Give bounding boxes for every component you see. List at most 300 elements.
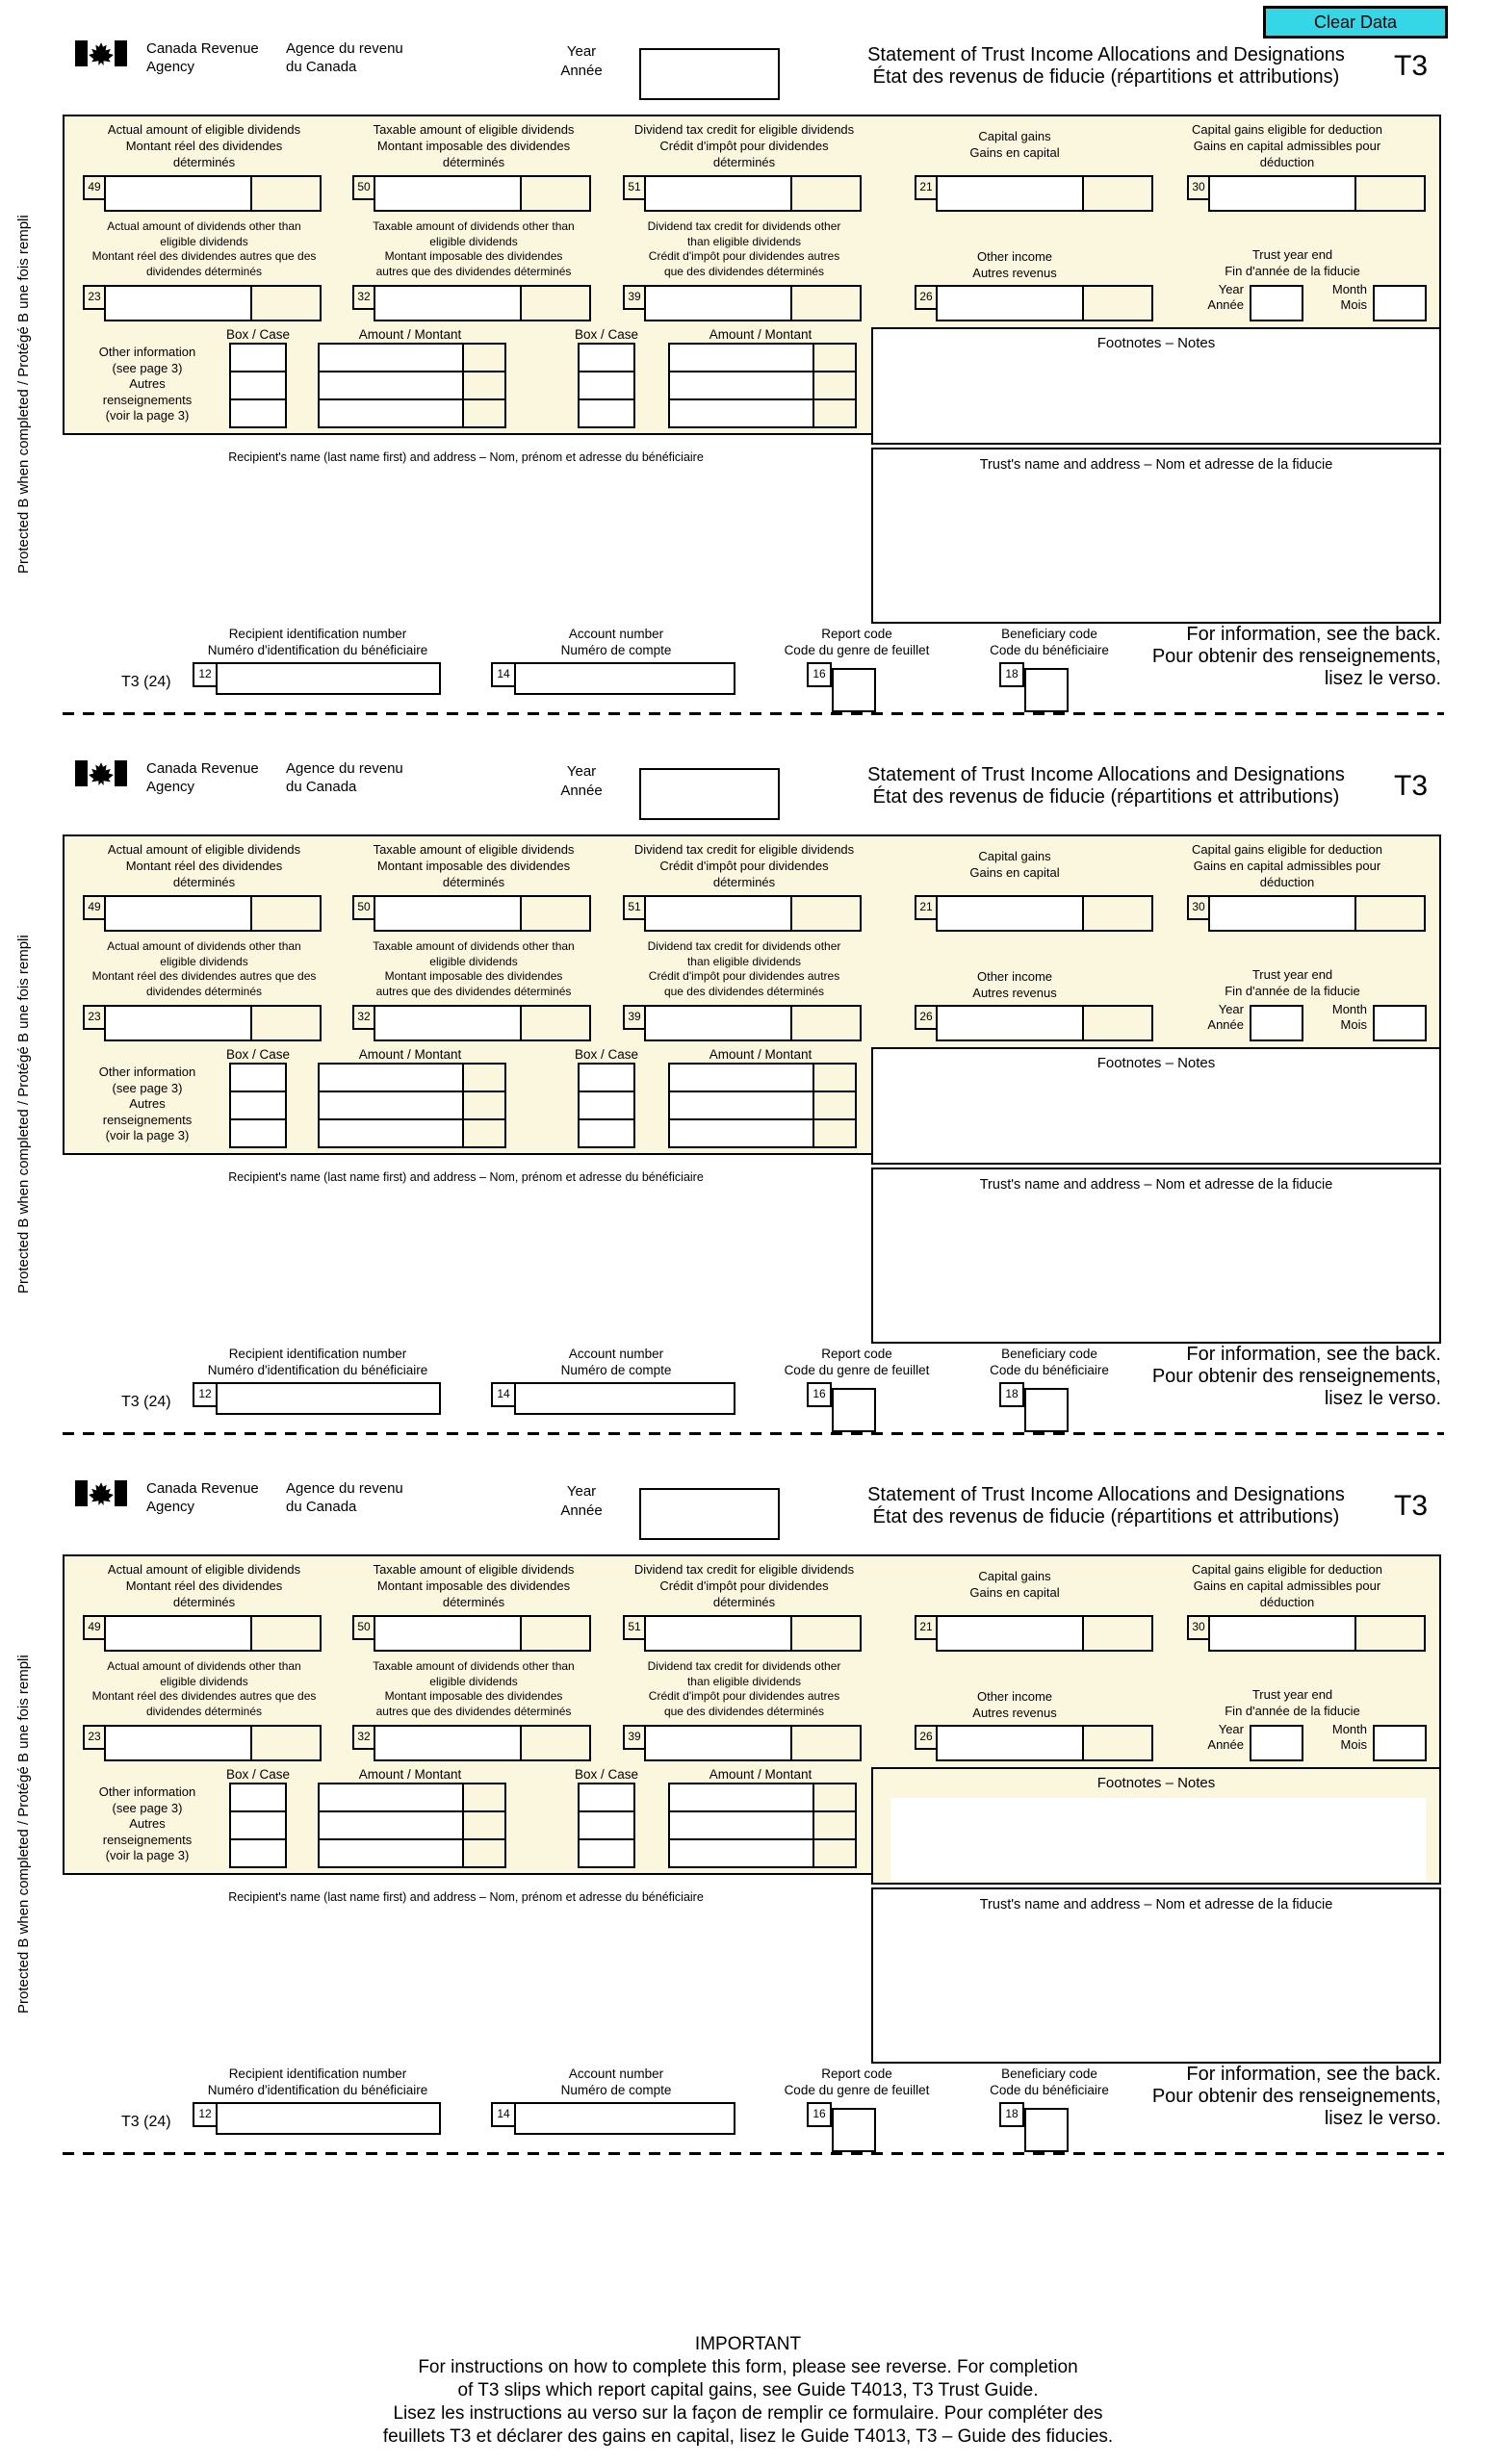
label-line: Gains en capital admissibles pour xyxy=(1193,859,1381,873)
recipient-id-label xyxy=(178,626,457,658)
amount-input[interactable] xyxy=(668,1063,814,1092)
field-32-cents xyxy=(520,1725,591,1761)
field-21-cents xyxy=(1082,895,1153,932)
agency-line: Agence du revenu xyxy=(286,1480,403,1497)
label-line: Autres revenus xyxy=(972,1706,1057,1720)
important-title: IMPORTANT xyxy=(694,2334,802,2354)
field-23-cents xyxy=(250,1005,322,1041)
field-51-label xyxy=(613,121,875,170)
label-line: Gains en capital xyxy=(969,145,1060,160)
amount-input[interactable] xyxy=(668,1838,814,1868)
footnotes-box xyxy=(871,1767,1441,1885)
amount-cents xyxy=(462,1810,506,1840)
label-line: Numéro de compte xyxy=(560,643,672,657)
recipient-name-address-area[interactable] xyxy=(63,1157,869,1344)
label-line: Numéro d'identification du bénéficiaire xyxy=(207,2083,428,2097)
field-39-label xyxy=(613,219,875,279)
report-code-input[interactable] xyxy=(832,2108,876,2152)
form-version: T3 (24) xyxy=(121,1394,171,1410)
label-line: Other information xyxy=(98,1784,196,1799)
label-line: Report code xyxy=(821,2066,892,2081)
box-case-input[interactable] xyxy=(578,398,635,428)
footnotes-label: Footnotes – Notes xyxy=(1096,335,1216,351)
field-50-input[interactable] xyxy=(374,895,522,932)
recipient-id-input[interactable] xyxy=(216,1382,441,1415)
amount-input[interactable] xyxy=(668,1783,814,1812)
amount-input[interactable] xyxy=(318,1810,464,1840)
other-info-amount-column-2 xyxy=(668,1783,857,1870)
report-code-input[interactable] xyxy=(832,668,876,712)
label-line: Year xyxy=(1218,282,1244,296)
box-case-input[interactable] xyxy=(578,1091,635,1120)
report-code-label xyxy=(770,2066,943,2098)
box-number-tab-18: 18 xyxy=(999,2102,1024,2127)
field-30 xyxy=(1187,175,1426,212)
amount-header: Amount / Montant xyxy=(358,1767,462,1782)
field-49-input[interactable] xyxy=(104,895,252,932)
box-number-tab-12: 12 xyxy=(193,1382,218,1407)
trust-name-address-area[interactable] xyxy=(871,1887,1441,2064)
amount-input[interactable] xyxy=(668,398,814,428)
box-number-tab-12: 12 xyxy=(193,662,218,687)
field-30-input[interactable] xyxy=(1208,895,1356,932)
field-50-cents xyxy=(520,175,591,212)
box-number-tab-14: 14 xyxy=(491,1382,516,1407)
note-line: Pour obtenir des renseignements, xyxy=(1151,1366,1441,1387)
amount-cents xyxy=(462,343,506,372)
form-title xyxy=(824,44,1388,89)
amount-cents xyxy=(812,1091,857,1120)
label-line: Gains en capital admissibles pour xyxy=(1193,139,1381,153)
other-info-box-case-column-2 xyxy=(578,1063,635,1150)
recipient-name-address-area[interactable] xyxy=(63,437,869,624)
label-line: Actual amount of eligible dividends xyxy=(107,1562,301,1577)
label-line: Montant réel des dividendes autres que des xyxy=(91,1689,317,1703)
field-32-input[interactable] xyxy=(374,285,522,321)
label-line: Report code xyxy=(821,627,892,641)
amount-input[interactable] xyxy=(668,371,814,400)
box-case-input[interactable] xyxy=(578,371,635,400)
label-line: déterminés xyxy=(442,155,505,169)
box-case-input[interactable] xyxy=(578,1810,635,1840)
field-39-input[interactable] xyxy=(644,285,792,321)
amount-cents xyxy=(812,1118,857,1148)
label-line: Crédit d'impôt pour dividendes autres xyxy=(648,249,840,263)
agency-line: Agency xyxy=(146,1499,195,1515)
label-line: Montant imposable des dividendes xyxy=(384,249,563,263)
label-line: than eligible dividends xyxy=(686,954,802,968)
other-info-amount-column-1 xyxy=(318,1063,506,1150)
amount-input[interactable] xyxy=(668,1810,814,1840)
clear-data-button[interactable]: Clear Data xyxy=(1263,6,1448,38)
label-line: Montant réel des dividendes xyxy=(125,859,283,873)
flag-bar-right xyxy=(115,760,127,786)
footer-line: For instructions on how to complete this form, please see reverse. For completion xyxy=(418,2357,1078,2377)
label-line: Account number xyxy=(568,627,664,641)
t3-slip-2 xyxy=(0,720,1496,1440)
recipient-id-input[interactable] xyxy=(216,2102,441,2135)
field-26-input[interactable] xyxy=(936,1725,1084,1761)
amount-input[interactable] xyxy=(318,343,464,372)
field-21-input[interactable] xyxy=(936,175,1084,212)
agency-name-fr xyxy=(286,759,403,796)
field-49-label xyxy=(73,121,335,170)
field-32-input[interactable] xyxy=(374,1725,522,1761)
form-version: T3 (24) xyxy=(121,2114,171,2130)
field-26-input[interactable] xyxy=(936,285,1084,321)
label-line: Account number xyxy=(568,1347,664,1361)
field-50-input[interactable] xyxy=(374,175,522,212)
year-label-fr: Année xyxy=(560,1502,603,1519)
label-line: que des dividendes déterminés xyxy=(663,1704,825,1718)
recipient-name-address-label: Recipient's name (last name first) and address – Nom, prénom et adresse du bénéficiaire xyxy=(228,1890,704,1904)
form-title-en: Statement of Trust Income Allocations and Designations xyxy=(867,764,1345,785)
label-line: Numéro d'identification du bénéficiaire xyxy=(207,1363,428,1377)
box-number-tab-39: 39 xyxy=(623,285,646,310)
label-line: Crédit d'impôt pour dividendes xyxy=(659,1578,829,1593)
label-line: (see page 3) xyxy=(112,1800,183,1815)
field-21-cents xyxy=(1082,1615,1153,1652)
field-23-input[interactable] xyxy=(104,1725,252,1761)
field-23-input[interactable] xyxy=(104,285,252,321)
form-title xyxy=(824,1484,1388,1528)
amount-cents xyxy=(812,1783,857,1812)
amount-cents xyxy=(462,371,506,400)
protected-b-note: Protected B when completed / Protégé B une fois rempli xyxy=(15,215,32,575)
field-21-label xyxy=(871,848,1158,881)
field-49-input[interactable] xyxy=(104,175,252,212)
form-version: T3 (24) xyxy=(121,674,171,690)
trust-year-end-label xyxy=(1144,246,1441,279)
field-50-cents xyxy=(520,895,591,932)
label-line: déduction xyxy=(1259,1595,1315,1609)
field-26-label xyxy=(871,968,1158,1001)
box-case-input[interactable] xyxy=(578,1118,635,1148)
label-line: Recipient identification number xyxy=(228,627,407,641)
field-23-label xyxy=(73,219,335,279)
field-30-cents xyxy=(1354,895,1426,932)
label-line: Année xyxy=(1207,1737,1244,1752)
agency-name-en xyxy=(146,759,259,796)
amount-input[interactable] xyxy=(318,371,464,400)
recipient-name-address-area[interactable] xyxy=(63,1877,869,2064)
label-line: Montant réel des dividendes xyxy=(125,139,283,153)
field-26 xyxy=(915,285,1153,321)
amount-cents xyxy=(462,1063,506,1092)
field-26-cents xyxy=(1082,285,1153,321)
box-case-input[interactable] xyxy=(229,1118,287,1148)
trust-name-address-area[interactable] xyxy=(871,448,1441,624)
label-line: Code du genre de feuillet xyxy=(784,2083,930,2097)
agency-name-en xyxy=(146,1479,259,1516)
footnotes-input[interactable] xyxy=(890,358,1426,441)
field-49-input[interactable] xyxy=(104,1615,252,1652)
label-line: Code du bénéficiaire xyxy=(990,1363,1109,1377)
recipient-id-input[interactable] xyxy=(216,662,441,695)
field-23 xyxy=(83,1005,322,1041)
field-23-label xyxy=(73,1659,335,1719)
label-line: Dividend tax credit for dividends other xyxy=(647,219,841,233)
amount-cents xyxy=(462,1118,506,1148)
box-case-input[interactable] xyxy=(578,343,635,372)
amount-header: Amount / Montant xyxy=(709,1047,812,1062)
other-info-box-case-column-1 xyxy=(229,1783,287,1870)
box-case-input[interactable] xyxy=(229,343,287,372)
recipient-name-address-label: Recipient's name (last name first) and address – Nom, prénom et adresse du bénéficiaire xyxy=(228,450,704,464)
box-case-input[interactable] xyxy=(578,1783,635,1812)
amount-input[interactable] xyxy=(668,1118,814,1148)
other-info-box-case-column-2 xyxy=(578,1783,635,1870)
field-51 xyxy=(623,895,862,932)
trust-year-end-year-label xyxy=(1151,282,1244,313)
field-49 xyxy=(83,175,322,212)
label-line: Fin d'année de la fiducie xyxy=(1225,1704,1360,1718)
agency-name-fr xyxy=(286,1479,403,1516)
box-case-input[interactable] xyxy=(229,1810,287,1840)
field-39-input[interactable] xyxy=(644,1005,792,1041)
footnotes-input[interactable] xyxy=(890,1798,1426,1881)
amount-cents xyxy=(462,1838,506,1868)
note-line: lisez le verso. xyxy=(1324,2108,1441,2129)
label-line: Year xyxy=(1218,1722,1244,1736)
trust-year-end-year-input[interactable] xyxy=(1250,285,1303,321)
account-number-input[interactable] xyxy=(514,1382,735,1415)
box-case-input[interactable] xyxy=(229,1838,287,1868)
label-line: que des dividendes déterminés xyxy=(663,984,825,998)
amount-input[interactable] xyxy=(318,1063,464,1092)
amount-cents xyxy=(812,1810,857,1840)
label-line: Actual amount of dividends other than xyxy=(107,939,301,953)
label-line: Capital gains eligible for deduction xyxy=(1191,842,1382,857)
account-number-input[interactable] xyxy=(514,2102,735,2135)
flag-bar-left xyxy=(75,760,88,786)
account-number-input[interactable] xyxy=(514,662,735,695)
field-51-label xyxy=(613,1561,875,1610)
trust-name-address-area[interactable] xyxy=(871,1168,1441,1344)
protected-b-note: Protected B when completed / Protégé B une fois rempli xyxy=(15,1655,32,2015)
cut-line xyxy=(63,712,1444,715)
form-title-en: Statement of Trust Income Allocations and Designations xyxy=(867,1484,1345,1505)
label-line: Taxable amount of dividends other than xyxy=(373,219,575,233)
other-information-label xyxy=(65,1065,229,1144)
agency-line: Canada Revenue xyxy=(146,40,259,57)
amount-header: Amount / Montant xyxy=(358,1047,462,1062)
trust-year-end-month-label xyxy=(1302,282,1367,313)
for-information-note xyxy=(963,1344,1441,1410)
trust-year-end-month-input[interactable] xyxy=(1373,285,1427,321)
year-label xyxy=(535,1482,628,1521)
field-30-input[interactable] xyxy=(1208,1615,1356,1652)
amount-cents xyxy=(812,371,857,400)
box-number-tab-21: 21 xyxy=(915,1615,938,1640)
label-line: Montant imposable des dividendes xyxy=(376,1578,571,1593)
field-32-label xyxy=(343,939,605,999)
label-line: Trust year end xyxy=(1251,1687,1333,1702)
label-line: déduction xyxy=(1259,875,1315,889)
label-line: Taxable amount of dividends other than xyxy=(373,939,575,953)
label-line: Capital gains eligible for deduction xyxy=(1191,122,1382,137)
box-number-tab-21: 21 xyxy=(915,175,938,200)
box-case-input[interactable] xyxy=(229,1063,287,1092)
account-number-label xyxy=(486,626,746,658)
amount-input[interactable] xyxy=(318,1838,464,1868)
year-label-en: Year xyxy=(566,1483,597,1500)
report-code-label xyxy=(770,1346,943,1378)
box-case-input[interactable] xyxy=(229,398,287,428)
form-title-fr: État des revenus de fiducie (répartitions et attributions) xyxy=(872,1506,1340,1527)
box-number-tab-16: 16 xyxy=(807,1382,832,1407)
agency-name-en xyxy=(146,39,259,76)
field-21 xyxy=(915,1615,1153,1652)
field-50 xyxy=(352,175,591,212)
box-number-tab-30: 30 xyxy=(1187,1615,1210,1640)
field-23-label xyxy=(73,939,335,999)
label-line: Gains en capital xyxy=(969,865,1060,880)
label-line: Taxable amount of dividends other than xyxy=(373,1659,575,1673)
label-line: déterminés xyxy=(712,155,776,169)
report-code-input[interactable] xyxy=(832,1388,876,1432)
trust-year-end-year-input[interactable] xyxy=(1250,1005,1303,1041)
box-number-tab-50: 50 xyxy=(352,895,375,920)
field-32-cents xyxy=(520,285,591,321)
field-51 xyxy=(623,175,862,212)
field-39-label xyxy=(613,939,875,999)
label-line: Montant imposable des dividendes xyxy=(384,969,563,983)
agency-line: Agency xyxy=(146,59,195,75)
year-input[interactable] xyxy=(639,1488,780,1540)
label-line: Autres xyxy=(129,1816,166,1831)
amount-cents xyxy=(812,343,857,372)
field-32-input[interactable] xyxy=(374,1005,522,1041)
footnotes-label: Footnotes – Notes xyxy=(1096,1775,1216,1791)
other-info-amount-column-1 xyxy=(318,1783,506,1870)
field-49-label xyxy=(73,1561,335,1610)
label-line: déterminés xyxy=(172,1595,236,1609)
flag-bar-left xyxy=(75,1480,88,1506)
note-line: Pour obtenir des renseignements, xyxy=(1151,2086,1441,2107)
trust-name-address-label: Trust's name and address – Nom et adresse de la fiducie xyxy=(979,1177,1333,1193)
box-number-tab-51: 51 xyxy=(623,175,646,200)
amount-input[interactable] xyxy=(668,343,814,372)
field-21-input[interactable] xyxy=(936,1615,1084,1652)
box-case-input[interactable] xyxy=(578,1063,635,1092)
label-line: Taxable amount of eligible dividends xyxy=(373,842,575,857)
label-line: Mois xyxy=(1340,297,1367,312)
label-line: Mois xyxy=(1340,1017,1367,1032)
field-39-cents xyxy=(790,1005,862,1041)
footnotes-input[interactable] xyxy=(890,1078,1426,1161)
field-30-label xyxy=(1144,121,1431,170)
box-case-header: Box / Case xyxy=(225,327,291,342)
amount-cents xyxy=(462,1783,506,1812)
agency-name-fr xyxy=(286,39,403,76)
account-number-label xyxy=(486,1346,746,1378)
label-line: Crédit d'impôt pour dividendes xyxy=(659,139,829,153)
box-number-tab-14: 14 xyxy=(491,2102,516,2127)
field-26-input[interactable] xyxy=(936,1005,1084,1041)
footnotes-box xyxy=(871,1047,1441,1165)
year-input[interactable] xyxy=(639,48,780,100)
field-51-input[interactable] xyxy=(644,175,792,212)
field-30 xyxy=(1187,895,1426,932)
field-21-label xyxy=(871,128,1158,161)
field-50-input[interactable] xyxy=(374,1615,522,1652)
label-line: eligible dividends xyxy=(429,1674,518,1688)
recipient-id-label xyxy=(178,1346,457,1378)
trust-year-end-month-input[interactable] xyxy=(1373,1725,1427,1761)
label-line: eligible dividends xyxy=(160,1674,248,1688)
field-51-input[interactable] xyxy=(644,895,792,932)
field-32-cents xyxy=(520,1005,591,1041)
year-label xyxy=(535,42,628,81)
label-line: renseignements xyxy=(102,1112,193,1127)
amount-cents xyxy=(812,398,857,428)
form-title xyxy=(824,764,1388,808)
field-51-input[interactable] xyxy=(644,1615,792,1652)
box-case-input[interactable] xyxy=(229,1091,287,1120)
agency-line: Agence du revenu xyxy=(286,760,403,777)
field-39 xyxy=(623,285,862,321)
box-number-tab-51: 51 xyxy=(623,1615,646,1640)
amount-input[interactable] xyxy=(668,1091,814,1120)
field-32 xyxy=(352,1725,591,1761)
amount-input[interactable] xyxy=(318,1783,464,1812)
label-line: Fin d'année de la fiducie xyxy=(1225,984,1360,998)
field-21-input[interactable] xyxy=(936,895,1084,932)
box-case-input[interactable] xyxy=(229,1783,287,1812)
box-case-input[interactable] xyxy=(229,371,287,400)
trust-year-end-month-label xyxy=(1302,1722,1367,1753)
field-30-label xyxy=(1144,841,1431,890)
field-30-input[interactable] xyxy=(1208,175,1356,212)
label-line: Year xyxy=(1218,1002,1244,1016)
flag-bar-right xyxy=(115,40,127,66)
label-line: Montant imposable des dividendes xyxy=(376,859,571,873)
label-line: Montant réel des dividendes autres que des xyxy=(91,249,317,263)
label-line: Recipient identification number xyxy=(228,1347,407,1361)
box-number-tab-21: 21 xyxy=(915,895,938,920)
other-info-box-case-column-1 xyxy=(229,343,287,430)
box-number-tab-26: 26 xyxy=(915,1725,938,1750)
year-input[interactable] xyxy=(639,768,780,820)
trust-year-end-year-input[interactable] xyxy=(1250,1725,1303,1761)
field-21-label xyxy=(871,1568,1158,1601)
label-line: Recipient identification number xyxy=(228,2066,407,2081)
field-32 xyxy=(352,1005,591,1041)
label-line: than eligible dividends xyxy=(686,1674,802,1688)
amount-input[interactable] xyxy=(318,1118,464,1148)
note-line: For information, see the back. xyxy=(1186,1344,1441,1365)
field-30-label xyxy=(1144,1561,1431,1610)
amount-input[interactable] xyxy=(318,1091,464,1120)
cut-line xyxy=(63,2152,1444,2155)
field-39-input[interactable] xyxy=(644,1725,792,1761)
label-line: dividendes déterminés xyxy=(145,1704,263,1718)
label-line: than eligible dividends xyxy=(686,234,802,248)
amount-input[interactable] xyxy=(318,398,464,428)
field-21 xyxy=(915,895,1153,932)
field-26-label xyxy=(871,1688,1158,1721)
trust-year-end-label xyxy=(1144,966,1441,999)
trust-year-end-month-input[interactable] xyxy=(1373,1005,1427,1041)
year-label-en: Year xyxy=(566,763,597,780)
box-number-tab-23: 23 xyxy=(83,285,106,310)
field-50-label xyxy=(343,1561,605,1610)
box-case-input[interactable] xyxy=(578,1838,635,1868)
field-23-input[interactable] xyxy=(104,1005,252,1041)
other-information-label xyxy=(65,345,229,424)
box-number-tab-39: 39 xyxy=(623,1725,646,1750)
